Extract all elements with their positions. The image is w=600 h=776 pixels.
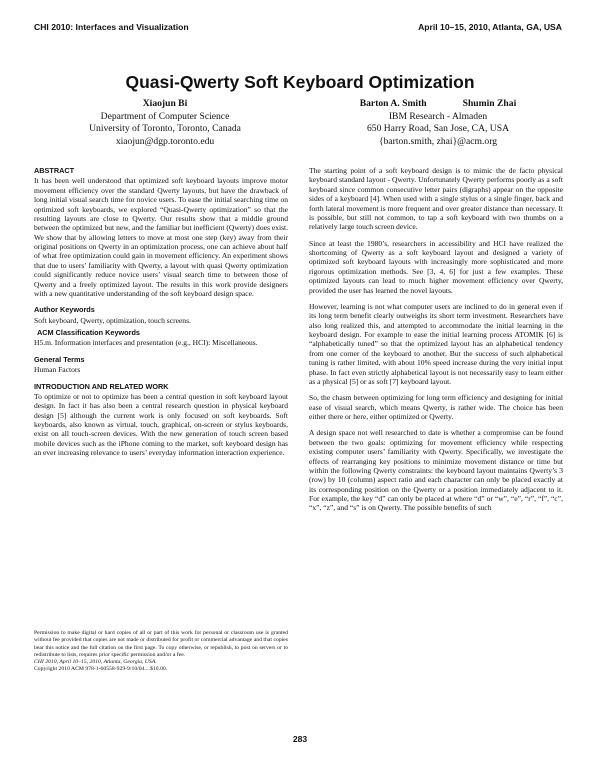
running-header-conference: CHI 2010: Interfaces and Visualization — [34, 22, 189, 32]
keywords-heading: Author Keywords — [34, 305, 95, 315]
author-name: Barton A. Smith — [359, 98, 427, 109]
author-block-1 — [40, 98, 290, 148]
copyright-venue: CHI 2010, April 10–15, 2010, Atlanta, Georgia, USA. — [34, 659, 157, 666]
author-block-2 — [312, 98, 564, 148]
author-address: 650 Harry Road, San Jose, CA, USA — [366, 123, 510, 135]
body-paragraph: A design space not well researched to date is whether a compromise can be found between the two goals: optimizing for movement efficiency while respecting existing computer users’ familiarity with Qwerty. Specifically, we investigate the effects of rearranging key positions to minimize movement distance or time but within the following Qwerty constraints: the keyboard layout maintains Qwerty’s 3 (row) by 10 (column) aspect ratio and each character can only be placed exactly at its corresponding position on the Qwerty or a position immediately adjacent to it. For example, the key “d” can only be placed at where “d” or “w”, “e”, “r”, “f”, “c”, “x”, “z”, and “s” is on Qwerty. The possible benefits of such — [309, 428, 563, 513]
general-terms-heading: General Terms — [34, 354, 85, 364]
author-email: xiaojun@dgp.toronto.edu — [115, 135, 215, 147]
acm-heading: ACM Classification Keywords — [37, 328, 140, 337]
author-department: Department of Computer Science — [100, 110, 230, 122]
author-name: Shumin Zhai — [462, 98, 517, 109]
running-header-date: April 10–15, 2010, Atlanta, GA, USA — [418, 22, 562, 32]
intro-text: To optimize or not to optimize has been a central question in soft keyboard layout design. In fact it has also been a central research question in physical keyboard design [5] although the current work is only focused on soft keyboards. Soft keyboards, also known as virtual, touch, graphical, on-screen or stylus keyboards, exist on all touch-screen devices. With the new generation of touch screen based mobile devices such as the iPhone coming to the market, soft keyboard design has an ever increasing relevance to users’ everyday information interaction experience. — [34, 391, 288, 458]
right-column — [309, 166, 563, 520]
author-name: Xiaojun Bi — [142, 98, 188, 109]
author-names — [312, 98, 564, 111]
copyright-line: Copyright 2010 ACM 978-1-60558-929-9/10/04....$10.00. — [34, 666, 168, 673]
copyright-notice — [34, 630, 288, 674]
page-number: 283 — [292, 734, 308, 744]
paper-title: Quasi-Qwerty Soft Keyboard Optimization — [125, 72, 475, 92]
general-terms-text: Human Factors — [34, 365, 81, 375]
left-column — [34, 166, 288, 465]
intro-heading: INTRODUCTION AND RELATED WORK — [34, 381, 169, 391]
author-institution: University of Toronto, Toronto, Canada — [89, 123, 241, 135]
body-paragraph: However, learning is not what computer users are inclined to do in general even if its long term benefit clearly outweighs its short term investment. Researchers have also long realized this, and attempted to accommodate the initial learning in the keyboard design. For example to ease the initial learning process ATOMIK [6] is “alphabetically tuned” so that the optimized layout has an alphabetical tendency from one corner of the keyboard to another. But the success of such alphabetical tuning is rather limited, with about 10% speed increase during the very initial input phase. In fact even strictly alphabetical layout is not necessarily easy to learn either as a physical [5] or as soft [7] keyboard layout. — [309, 301, 563, 386]
body-paragraph: Since at least the 1980’s, researchers in accessibility and HCI have realized the shortcoming of Qwerty as a soft keyboard layout and designed a variety of optimized soft keyboard layouts with increasingly more sophisticated and more rigorous optimization methods. See [3, 4, 6] for just a few examples. These optimized layouts can lead to much higher movement efficiency over Qwerty, provided the user has learned the novel layouts. — [309, 238, 563, 295]
body-paragraph: The starting point of a soft keyboard design is to mimic the de facto physical keyboard standard layout - Qwerty. Unfortunately Qwerty performs poorly as a soft keyboard since common consecutive letter pairs (digraphs) appear on the opposite sides of a keyboard [4]. When used with a single stylus or a single finger, back and forth lateral movement is more frequent and over greater distance than necessary. It is possible, but still not common, to tap a soft keyboard with two thumbs on a relatively large touch screen device. — [309, 166, 563, 232]
keywords-text: Soft keyboard, Qwerty, optimization, touch screens. — [34, 315, 191, 325]
abstract-text: It has been well understood that optimized soft keyboard layouts improve motor movement efficiency over the standard Qwerty layouts, but have the drawback of long initial visual search time for novice users. To ease the initial searching time on optimized soft keyboards, we explored “Quasi-Qwerty optimization” so that the resulting layouts are close to Qwerty. Our results show that a middle ground between the optimized but new, and the familiar but inefficient (Qwerty) does exist. We show that by allowing letters to move at most one step (key) away from their original positions on Qwerty in an optimization process, one can achieve about half of what free optimization could gain in movement efficiency. An experiment shows that due to users’ familiarity with Qwerty, a layout with quasi Qwerty optimization could significantly reduce novice users’ visual search time to between those of Qwerty and a freely optimized layout. The results in this work provide designers with a new quantitative understanding of the soft keyboard design space. — [34, 176, 288, 298]
copyright-permission: Permission to make digital or hard copies of all or part of this work for personal or classroom use is granted without fee provided that copies are not made or distributed for profit or commercial advantage and that copies bear this notice and the full citation on the first page. To copy otherwise, or republish, to post on servers or to redistribute to lists, requires prior specific permission and/or a fee. — [34, 630, 288, 658]
abstract-heading: ABSTRACT — [34, 166, 75, 175]
author-institution: IBM Research - Almaden — [388, 110, 488, 122]
author-email: {barton.smith, zhai}@acm.org — [378, 135, 498, 147]
acm-text: H5.m. Information interfaces and presentation (e.g., HCI): Miscellaneous. — [34, 338, 258, 348]
body-paragraph: So, the chasm between optimizing for long term efficiency and designing for initial ease of visual search, which means Qwerty, is rather wide. The choice has been either there or here, either optimized or Qwerty. — [309, 393, 563, 421]
